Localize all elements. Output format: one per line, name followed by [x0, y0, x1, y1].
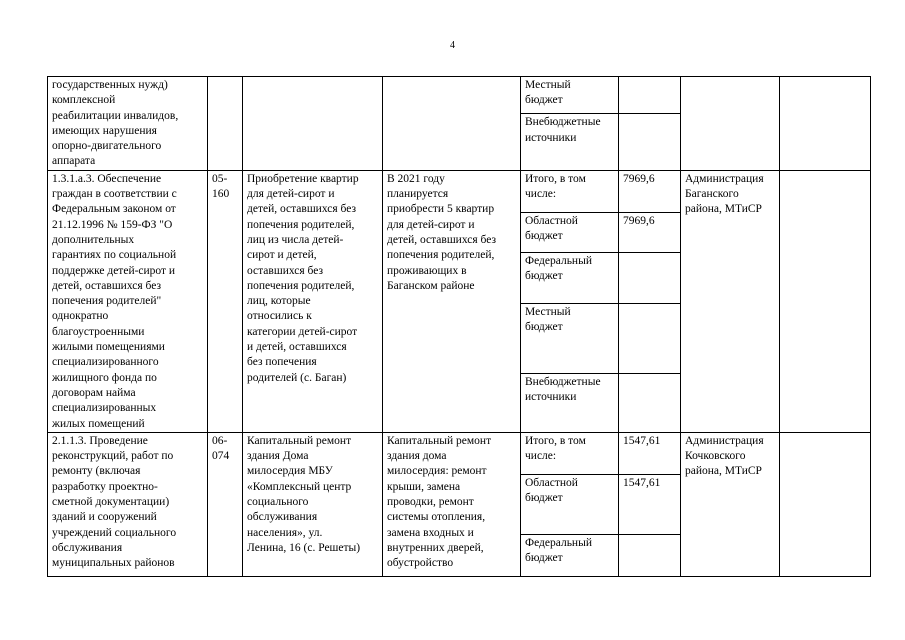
description-cell — [243, 77, 383, 171]
measure-cell: 2.1.1.3. Проведение реконструкций, работ по ремонту (включая разработку проектно- сметной документации) зданий и сооружений учреждений социального обслуживания муниципальных районов — [48, 432, 208, 576]
description-cell: Капитальный ремонт здания Дома милосердия МБУ «Комплексный центр социального обслуживания населения», ул. Ленина, 16 (с. Решеты) — [243, 432, 383, 576]
budget-amount-cell: 1547,61 — [619, 474, 681, 534]
budget-source-cell: Местный бюджет — [521, 77, 619, 114]
extra-cell — [780, 432, 871, 576]
page-number: 4 — [450, 40, 455, 51]
budget-source-cell: Областной бюджет — [521, 474, 619, 534]
table-body — [48, 77, 871, 577]
measure-cell: государственных нужд) комплексной реабилитации инвалидов, имеющих нарушения опорно-двигательного аппарата — [48, 77, 208, 171]
budget-amount-cell: 7969,6 — [619, 170, 681, 212]
result-cell: Капитальный ремонт здания дома милосердия: ремонт крыши, замена проводки, ремонт системы отопления, замена входных и внутренних дверей, обустройство — [383, 432, 521, 576]
code-cell: 05- 160 — [208, 170, 243, 432]
result-cell: В 2021 году планируется приобрести 5 квартир для детей-сирот и детей, оставшихся без попечения родителей, проживающих в Баганском районе — [383, 170, 521, 432]
result-cell — [383, 77, 521, 171]
table-row — [48, 432, 871, 474]
budget-source-cell: Областной бюджет — [521, 212, 619, 252]
budget-source-cell: Внебюджетные источники — [521, 114, 619, 170]
extra-cell — [780, 77, 871, 171]
budget-source-cell: Местный бюджет — [521, 303, 619, 373]
table-row — [48, 170, 871, 212]
budget-amount-cell — [619, 252, 681, 303]
budget-amount-cell: 7969,6 — [619, 212, 681, 252]
code-cell: 06- 074 — [208, 432, 243, 576]
budget-source-cell: Итого, в том числе: — [521, 432, 619, 474]
budget-amount-cell — [619, 303, 681, 373]
executor-cell: Администрация Баганского района, МТиСР — [681, 170, 780, 432]
budget-amount-cell: 1547,61 — [619, 432, 681, 474]
program-table — [47, 76, 871, 577]
budget-amount-cell — [619, 534, 681, 576]
description-cell: Приобретение квартир для детей-сирот и детей, оставшихся без попечения родителей, лиц из числа детей- сирот и детей, оставшихся без попечения родителей, лиц, которые относились к категории детей-сирот и детей, оставшихся без попечения родителей (с. Баган) — [243, 170, 383, 432]
budget-amount-cell — [619, 114, 681, 170]
code-cell — [208, 77, 243, 171]
executor-cell — [681, 77, 780, 171]
budget-amount-cell — [619, 77, 681, 114]
measure-cell: 1.3.1.а.3. Обеспечение граждан в соответствии с Федеральным законом от 21.12.1996 № 159-ФЗ "О дополнительных гарантиях по социальной поддержке детей-сирот и детей, оставшихся без попечения родителей" однократно благоустроенными жилыми помещениями специализированного жилищного фонда по договорам найма специализированных жилых помещений — [48, 170, 208, 432]
table-row — [48, 77, 871, 114]
budget-amount-cell — [619, 374, 681, 433]
budget-source-cell: Итого, в том числе: — [521, 170, 619, 212]
budget-source-cell: Федеральный бюджет — [521, 534, 619, 576]
budget-source-cell: Федеральный бюджет — [521, 252, 619, 303]
budget-source-cell: Внебюджетные источники — [521, 374, 619, 433]
extra-cell — [780, 170, 871, 432]
executor-cell: Администрация Кочковского района, МТиСР — [681, 432, 780, 576]
